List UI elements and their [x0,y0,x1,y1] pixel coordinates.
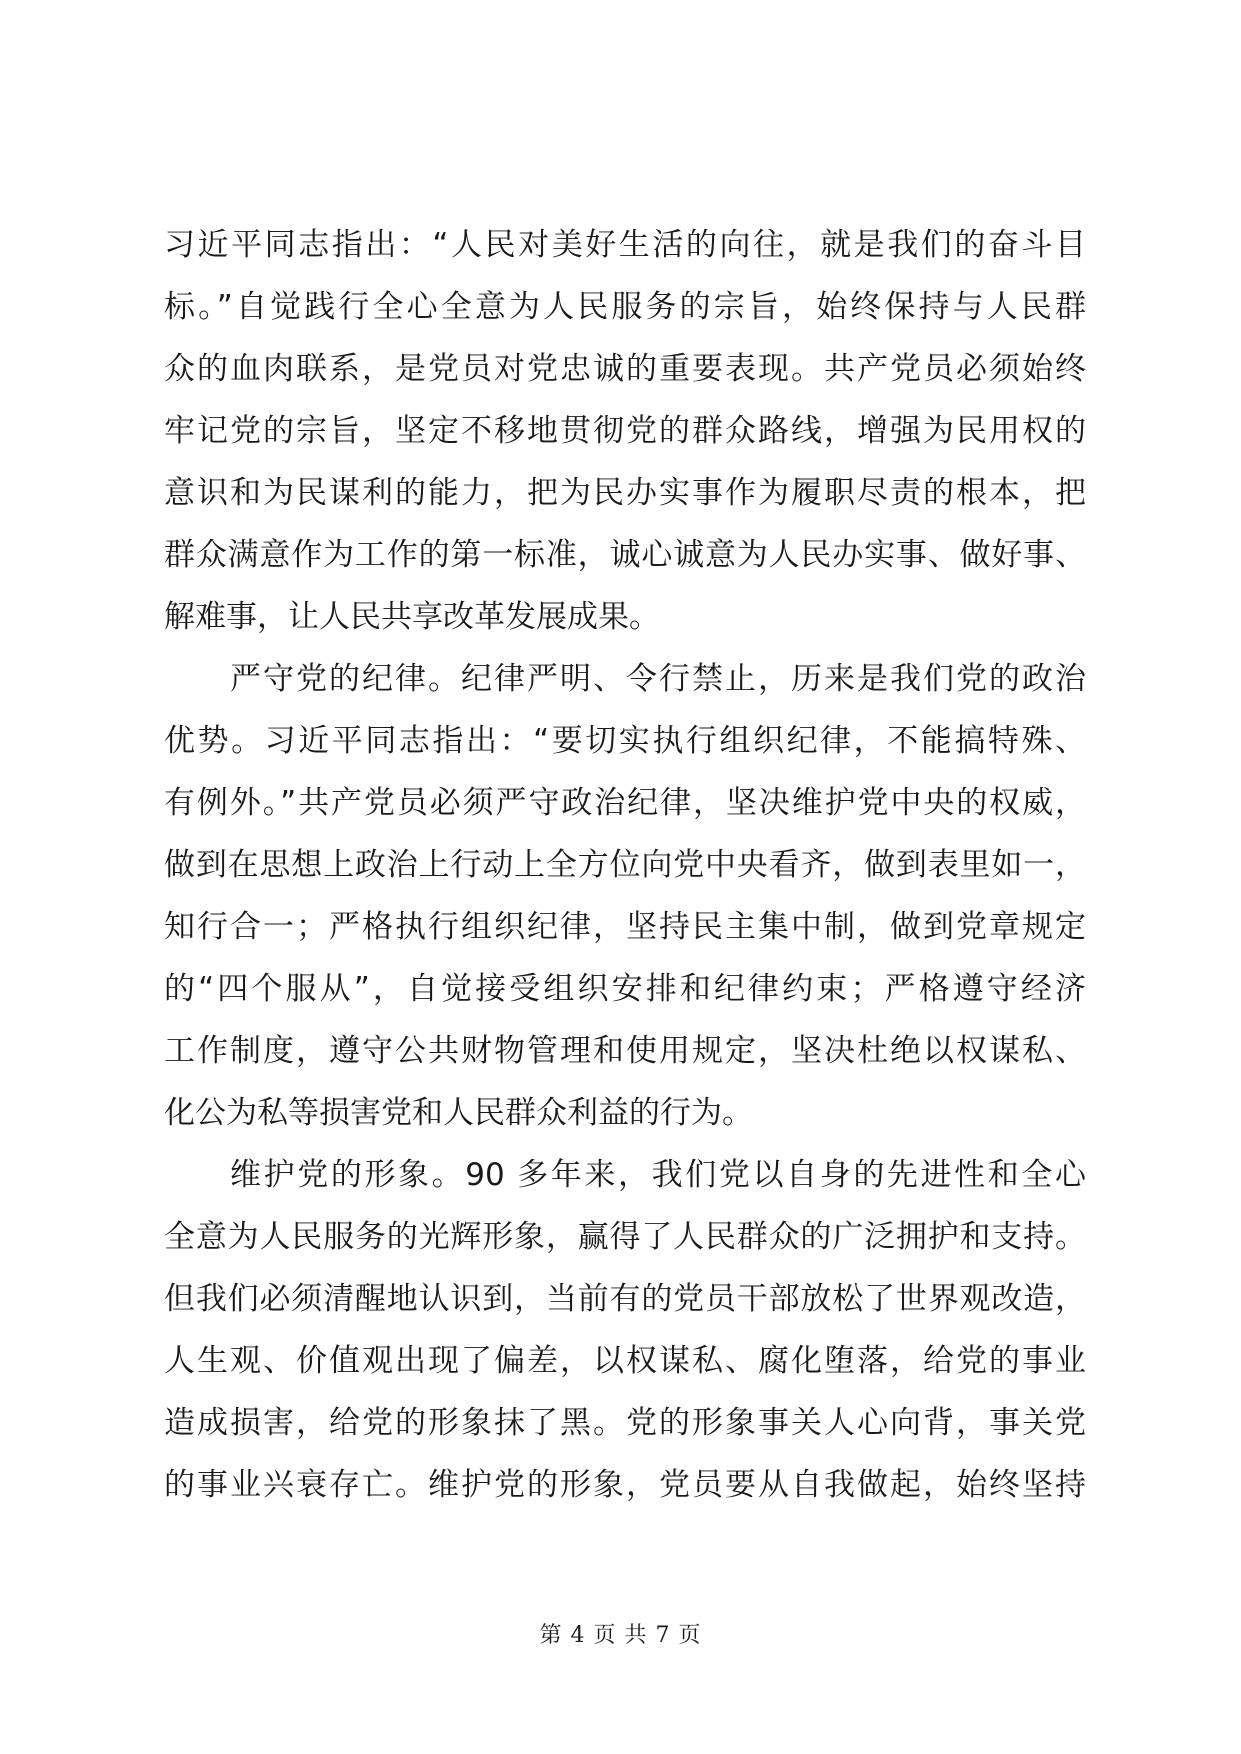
text-line: 全意为人民服务的光辉形象，赢得了人民群众的广泛拥护和支持。 [164,1219,1086,1255]
text-line: 做到在思想上政治上行动上全方位向党中央看齐，做到表里如一， [164,847,1086,883]
text-line: 但我们必须清醒地认识到，当前有的党员干部放松了世界观改造， [164,1281,1086,1317]
text-line: 标。”自觉践行全心全意为人民服务的宗旨，始终保持与人民群 [164,289,1086,325]
text-line: 工作制度，遵守公共财物管理和使用规定，坚决杜绝以权谋私、 [164,1033,1086,1069]
text-line: 人生观、价值观出现了偏差，以权谋私、腐化堕落，给党的事业 [164,1343,1086,1379]
text-line: 牢记党的宗旨，坚定不移地贯彻党的群众路线，增强为民用权的 [164,413,1086,449]
text-line: 有例外。”共产党员必须严守政治纪律，坚决维护党中央的权威， [164,785,1086,821]
text-line: 众的血肉联系，是党员对党忠诚的重要表现。共产党员必须始终 [164,351,1086,387]
text-line: 造成损害，给党的形象抹了黑。党的形象事关人心向背，事关党 [164,1405,1086,1441]
text-line: 的“四个服从”，自觉接受组织安排和纪律约束；严格遵守经济 [164,971,1086,1007]
text-line: 群众满意作为工作的第一标准，诚心诚意为人民办实事、做好事、 [164,537,1086,573]
text-line: 维护党的形象。90 多年来，我们党以自身的先进性和全心 [230,1157,1086,1193]
text-line: 解难事，让人民共享改革发展成果。 [164,599,660,635]
text-line: 的事业兴衰存亡。维护党的形象，党员要从自我做起，始终坚持 [164,1467,1086,1503]
text-line: 意识和为民谋利的能力，把为民办实事作为履职尽责的根本，把 [164,475,1086,511]
text-line: 化公为私等损害党和人民群众利益的行为。 [164,1095,753,1131]
text-line: 知行合一；严格执行组织纪律，坚持民主集中制，做到党章规定 [164,909,1086,945]
text-line: 优势。习近平同志指出：“要切实执行组织纪律，不能搞特殊、 [164,723,1086,759]
page-number-footer: 第 4 页 共 7 页 [539,1623,702,1648]
text-line: 严守党的纪律。纪律严明、令行禁止，历来是我们党的政治 [230,661,1086,697]
text-line: 习近平同志指出：“人民对美好生活的向往，就是我们的奋斗目 [164,227,1086,263]
body-text [164,214,1086,1516]
